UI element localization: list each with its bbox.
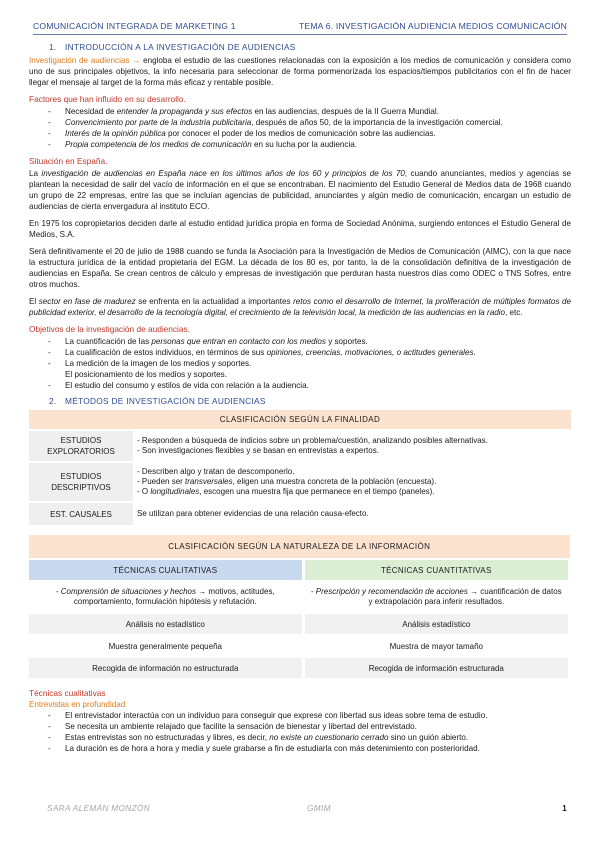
footer-course: GMIM xyxy=(307,803,331,813)
tecnicas-heading: Técnicas cualitativas xyxy=(29,688,106,698)
situacion-heading: Situación en España. xyxy=(29,156,108,166)
list-item: - El entrevistador interactúa con un individuo para conseguir que exprese con libertad sus ideas sobre tema de estudio. xyxy=(29,710,571,721)
situacion-paragraph-3: Será definitivamente el 20 de julio de 1988 cuando se funda la Asociación para la Investigación de Medios de Comunicación (AIMC), con la que nace la estructura jurídica de la entidad propietaria del EGM. La década de los 80 es, por tanto, la de la consolidación definitiva de la investigación de audiencias en España. Se crean centros de cálculo y empresas de investigación que perduran hasta nuestros días como ODEC o TNS Sofres, entre otros muchos. xyxy=(29,247,571,289)
list-item: - Interés de la opinión pública por conocer el poder de los medios de comunicación sobre las audiencias. xyxy=(29,128,571,139)
section-2-heading xyxy=(49,396,571,407)
objetivos-list xyxy=(29,336,571,391)
intro-paragraph xyxy=(29,55,571,88)
row-label: EST. CAUSALES xyxy=(29,502,133,526)
table-row xyxy=(29,462,571,502)
cell: Muestra generalmente pequeña xyxy=(29,635,303,657)
finalidad-table xyxy=(29,410,571,527)
list-item: - Propia competencia de los medios de comunicación en su lucha por la audiencia. xyxy=(29,139,571,150)
entrevistas-list xyxy=(29,710,571,754)
cell: Análisis estadístico xyxy=(303,613,569,635)
list-item: - Estas entrevistas son no estructuradas y libres, es decir, no existe un cuestionario cerrado sino un guión abierto. xyxy=(29,732,571,743)
list-item: - La cuantificación de las personas que entran en contacto con los medios y soportes. xyxy=(29,336,571,347)
row-value: - Responden a búsqueda de indicios sobre un problema/cuestión, analizando posibles alternativas. - Son investigaciones flexibles y se basan en entrevistas a expertos. xyxy=(133,430,571,462)
list-item: - El estudio del consumo y estilos de vida con relación a la audiencia. xyxy=(29,380,571,391)
intro-term: Investigación de audiencias → xyxy=(29,56,141,65)
situacion-paragraph-2: En 1975 los copropietarios deciden darle al estudio entidad jurídica propia en forma de Sociedad Anónima, surgiendo entonces el Estudio General de Medios, S.A. xyxy=(29,219,571,239)
page-footer xyxy=(47,803,567,813)
section-1-heading xyxy=(49,42,571,53)
factores-list xyxy=(29,106,571,150)
situacion-paragraph-4: El sector en fase de madurez se enfrenta en la actualidad a importantes retos como el desarrollo de Internet, la proliferación de múltiples formatos de publicidad exterior, el desarrollo de la tecnología digital, el crecimiento de la televisión local, la medición de las audiencias en la radio, etc. xyxy=(29,297,571,317)
naturaleza-table xyxy=(29,535,571,680)
list-item: El posicionamiento de los medios y soportes. xyxy=(65,370,227,379)
cell: Recogida de información no estructurada xyxy=(29,657,303,679)
header-topic: TEMA 6. INVESTIGACIÓN AUDIENCIA MEDIOS COMUNICACIÓN xyxy=(298,21,567,31)
row-value: - Describen algo y tratan de descomponerlo. - Pueden ser transversales, eligen una muestra concreta de la población (encuesta). - O longitudinales, escogen una muestra fija que permanece en el tiempo (paneles). xyxy=(133,462,571,502)
objetivos-heading: Objetivos de la investigación de audiencias. xyxy=(29,324,190,334)
list-item: - La duración es de hora a hora y media y suele grabarse a fin de estudiarla con más detenimiento con posterioridad. xyxy=(29,743,571,754)
page-header xyxy=(33,12,567,35)
section-1-title: INTRODUCCIÓN A LA INVESTIGACIÓN DE AUDIENCIAS xyxy=(65,42,296,52)
table-row xyxy=(29,430,571,462)
page-number: 1 xyxy=(562,803,567,813)
footer-author: SARA ALEMÁN MONZÓN xyxy=(47,803,150,813)
table-row xyxy=(29,502,571,526)
quantitative-header: TÉCNICAS CUANTITATIVAS xyxy=(303,559,569,581)
intro-text: engloba el estudio de las cuestiones relacionadas con la exposición a los medios de comunicación y considera como uno de sus principales objetivos, la info necesaria para seleccionar de forma pormenorizada los espacios/tiempos publicitarios con el fin de hacer llegar el mensaje al target de la forma más eficaz y rentable posible. xyxy=(29,56,571,87)
row-value: Se utilizan para obtener evidencias de una relación causa-efecto. xyxy=(133,502,571,526)
naturaleza-caption: CLASIFICACIÓN SEGÚN LA NATURALEZA DE LA INFORMACIÓN xyxy=(29,535,570,559)
section-2-number: 2. xyxy=(49,396,57,406)
cell: Muestra de mayor tamaño xyxy=(303,635,569,657)
situacion-paragraph-1: La investigación de audiencias en España nace en los últimos años de los 60 y principios de los 70, cuando anunciantes, medios y agencias se plantean la necesidad de salir del vacío de información en el que se encontraban. El nacimiento del Estudio General de Medios data de 1968 cuando un grupo de 22 empresas, entre las que se incluían agencias de publicidad, anunciantes y algún medio de comunicación, encargan un estudio de audiencias de cierta envergadura al instituto ECO. xyxy=(29,169,571,211)
row-label: ESTUDIOS EXPLORATORIOS xyxy=(29,430,133,462)
cell: Recogida de información estructurada xyxy=(303,657,569,679)
quantitative-description: - Prescripción y recomendación de acciones → cuantificación de datos y extrapolación para inferir resultados. xyxy=(303,581,569,613)
list-item: - Convencimiento por parte de la industria publicitaria, después de años 50, de la importancia de la investigación comercial. xyxy=(29,117,571,128)
document-body xyxy=(29,42,571,758)
section-1-number: 1. xyxy=(49,42,57,52)
row-label: ESTUDIOS DESCRIPTIVOS xyxy=(29,462,133,502)
list-item: - Necesidad de entender la propaganda y sus efectos en las audiencias, después de la II Guerra Mundial. xyxy=(29,106,571,117)
table-row xyxy=(29,613,570,635)
qualitative-header: TÉCNICAS CUALITATIVAS xyxy=(29,559,303,581)
header-course: COMUNICACIÓN INTEGRADA DE MARKETING 1 xyxy=(33,21,236,31)
entrevistas-heading: Entrevistas en profundidad xyxy=(29,700,126,709)
factores-heading: Factores que han influido en su desarrollo. xyxy=(29,94,186,104)
list-item: - Se necesita un ambiente relajado que facilite la sensación de bienestar y libertad del entrevistado. xyxy=(29,721,571,732)
qualitative-description: - Comprensión de situaciones y hechos → motivos, actitudes, comportamiento, formulación hipótesis y refutación. xyxy=(29,581,303,613)
finalidad-caption: CLASIFICACIÓN SEGÚN LA FINALIDAD xyxy=(29,410,571,430)
table-row xyxy=(29,635,570,657)
list-item: - La cualificación de estos individuos, en términos de sus opiniones, creencias, motivaciones, o actitudes generales. xyxy=(29,347,571,358)
section-2-title: MÉTODOS DE INVESTIGACIÓN DE AUDIENCIAS xyxy=(65,396,266,406)
list-item: - La medición de la imagen de los medios y soportes. xyxy=(29,358,571,369)
cell: Análisis no estadístico xyxy=(29,613,303,635)
table-row xyxy=(29,657,570,679)
